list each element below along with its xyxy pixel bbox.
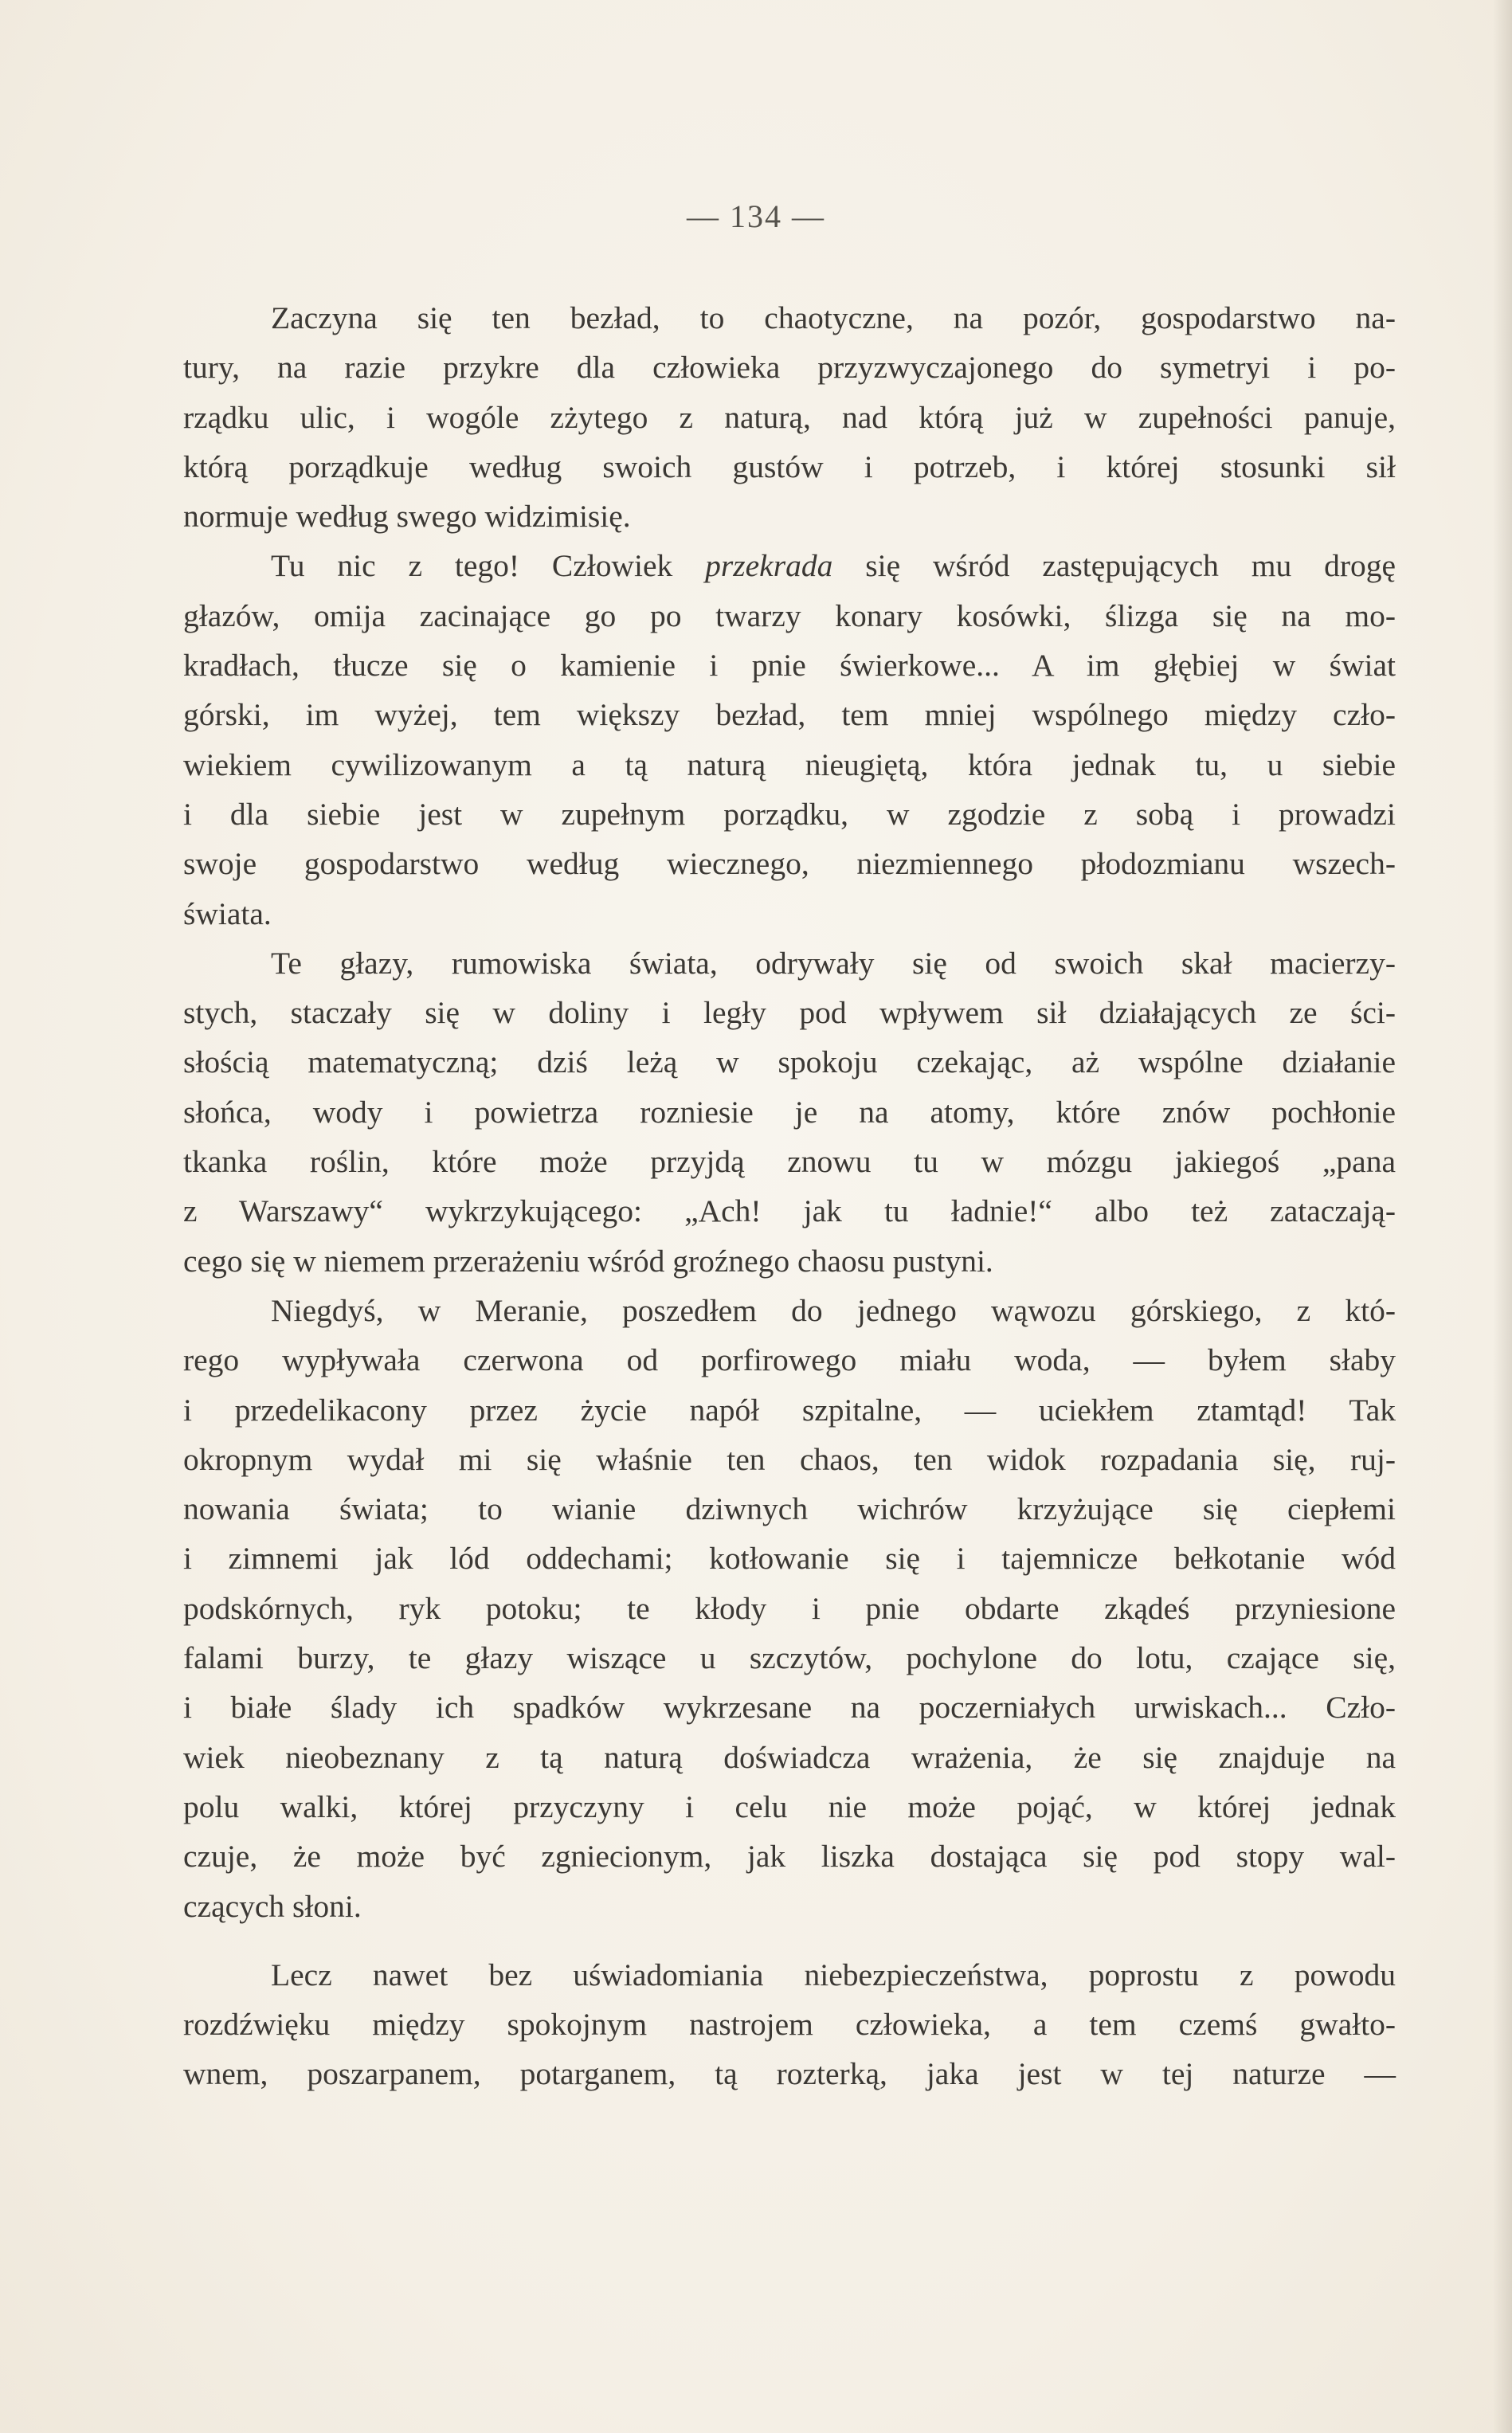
- paragraph-3: [183, 938, 1396, 1286]
- paragraph-2: [183, 541, 1396, 938]
- text-line: wiekiem cywilizowanym a tą naturą nieugiętą, która jednak tu, u siebie: [183, 746, 1396, 782]
- text-line: Zaczyna się ten bezład, to chaotyczne, na pozór, gospodarstwo na-: [271, 300, 1396, 335]
- text-segment: Tu nic z tego! Człowiek: [271, 548, 673, 584]
- text-line: czących słoni.: [183, 1888, 362, 1924]
- text-line: górski, im wyżej, tem większy bezład, tem mniej wspólnego między czło-: [183, 697, 1396, 733]
- text-line: i dla siebie jest w zupełnym porządku, w zgodzie z sobą i prowadzi: [183, 796, 1396, 832]
- text-line: i przedelikacony przez życie napół szpitalne, — uciekłem ztamtąd! Tak: [183, 1392, 1396, 1428]
- text-line: normuje według swego widzimisię.: [183, 499, 631, 535]
- text-segment: się wśród zastępujących mu drogę: [865, 548, 1396, 584]
- text-line: Niegdyś, w Meranie, poszedłem do jednego wąwozu górskiego, z któ-: [271, 1292, 1396, 1328]
- text-line: z Warszawy“ wykrzykującego: „Ach! jak tu ładnie!“ albo też zataczają-: [183, 1193, 1396, 1229]
- text-line: polu walki, której przyczyny i celu nie może pojąć, w której jednak: [183, 1789, 1396, 1824]
- text-line: tkanka roślin, które może przyjdą znowu tu w mózgu jakiegoś „pana: [183, 1144, 1396, 1180]
- text-line: Lecz nawet bez uświadomiania niebezpieczeństwa, poprostu z powodu: [271, 1957, 1396, 1992]
- text-line: nowania świata; to wianie dziwnych wichrów krzyżujące się ciepłemi: [183, 1491, 1396, 1527]
- text-line: tury, na razie przykre dla człowieka przyzwyczajonego do symetryi i po-: [183, 350, 1396, 386]
- text-line: czuje, że może być zgniecionym, jak liszka dostająca się pod stopy wal-: [183, 1839, 1396, 1875]
- text-line: podskórnych, ryk potoku; te kłody i pnie obdarte zkądeś przyniesione: [183, 1590, 1396, 1626]
- text-line: rozdźwięku między spokojnym nastrojem człowieka, a tem czemś gwałto-: [183, 2007, 1396, 2043]
- paragraph-1: [183, 293, 1396, 541]
- text-line: okropnym wydał mi się właśnie ten chaos, ten widok rozpadania się, ruj-: [183, 1441, 1396, 1477]
- text-line: Te głazy, rumowiska świata, odrywały się od swoich skał macierzy-: [271, 945, 1396, 981]
- text-line: stych, staczały się w doliny i legły pod wpływem sił działających ze ści-: [183, 995, 1396, 1031]
- text-line: kradłach, tłucze się o kamienie i pnie świerkowe... A im głębiej w świat: [183, 648, 1396, 684]
- page-edge-shadow: [1493, 0, 1512, 2433]
- text-line-mixed: [183, 541, 1396, 590]
- page-number: — 134 —: [687, 198, 825, 234]
- text-line: świata.: [183, 895, 272, 931]
- text-line: głazów, omija zacinające go po twarzy konary kosówki, ślizga się na mo-: [183, 597, 1396, 633]
- paragraph-5: [183, 1950, 1396, 2099]
- text-line: słońca, wody i powietrza rozniesie je na atomy, które znów pochłonie: [183, 1094, 1396, 1130]
- text-line: rego wypływała czerwona od porfirowego miału woda, — byłem słaby: [183, 1342, 1396, 1378]
- text-line: i białe ślady ich spadków wykrzesane na poczerniałych urwiskach... Czło-: [183, 1690, 1396, 1726]
- text-line: którą porządkuje według swoich gustów i potrzeb, i której stosunki sił: [183, 449, 1396, 484]
- text-line: rządku ulic, i wogóle zżytego z naturą, nad którą już w zupełności panuje,: [183, 399, 1396, 435]
- text-line: falami burzy, te głazy wiszące u szczytów, pochylone do lotu, czające się,: [183, 1640, 1396, 1676]
- paragraph-4: [183, 1286, 1396, 1931]
- text-line: wiek nieobeznany z tą naturą doświadcza wrażenia, że się znajduje na: [183, 1739, 1396, 1775]
- italic-word: przekrada: [705, 548, 833, 584]
- text-line: wnem, poszarpanem, potarganem, tą rozterką, jaka jest w tej naturze —: [183, 2056, 1396, 2092]
- text-line: cego się w niemem przerażeniu wśród groźnego chaosu pustyni.: [183, 1243, 993, 1279]
- text-line: i zimnemi jak lód oddechami; kotłowanie się i tajemnicze bełkotanie wód: [183, 1541, 1396, 1577]
- body-text: [183, 293, 1396, 2099]
- text-line: słością matematyczną; dziś leżą w spokoju czekając, aż wspólne działanie: [183, 1044, 1396, 1080]
- text-line: swoje gospodarstwo według wiecznego, niezmiennego płodozmianu wszech-: [183, 846, 1396, 882]
